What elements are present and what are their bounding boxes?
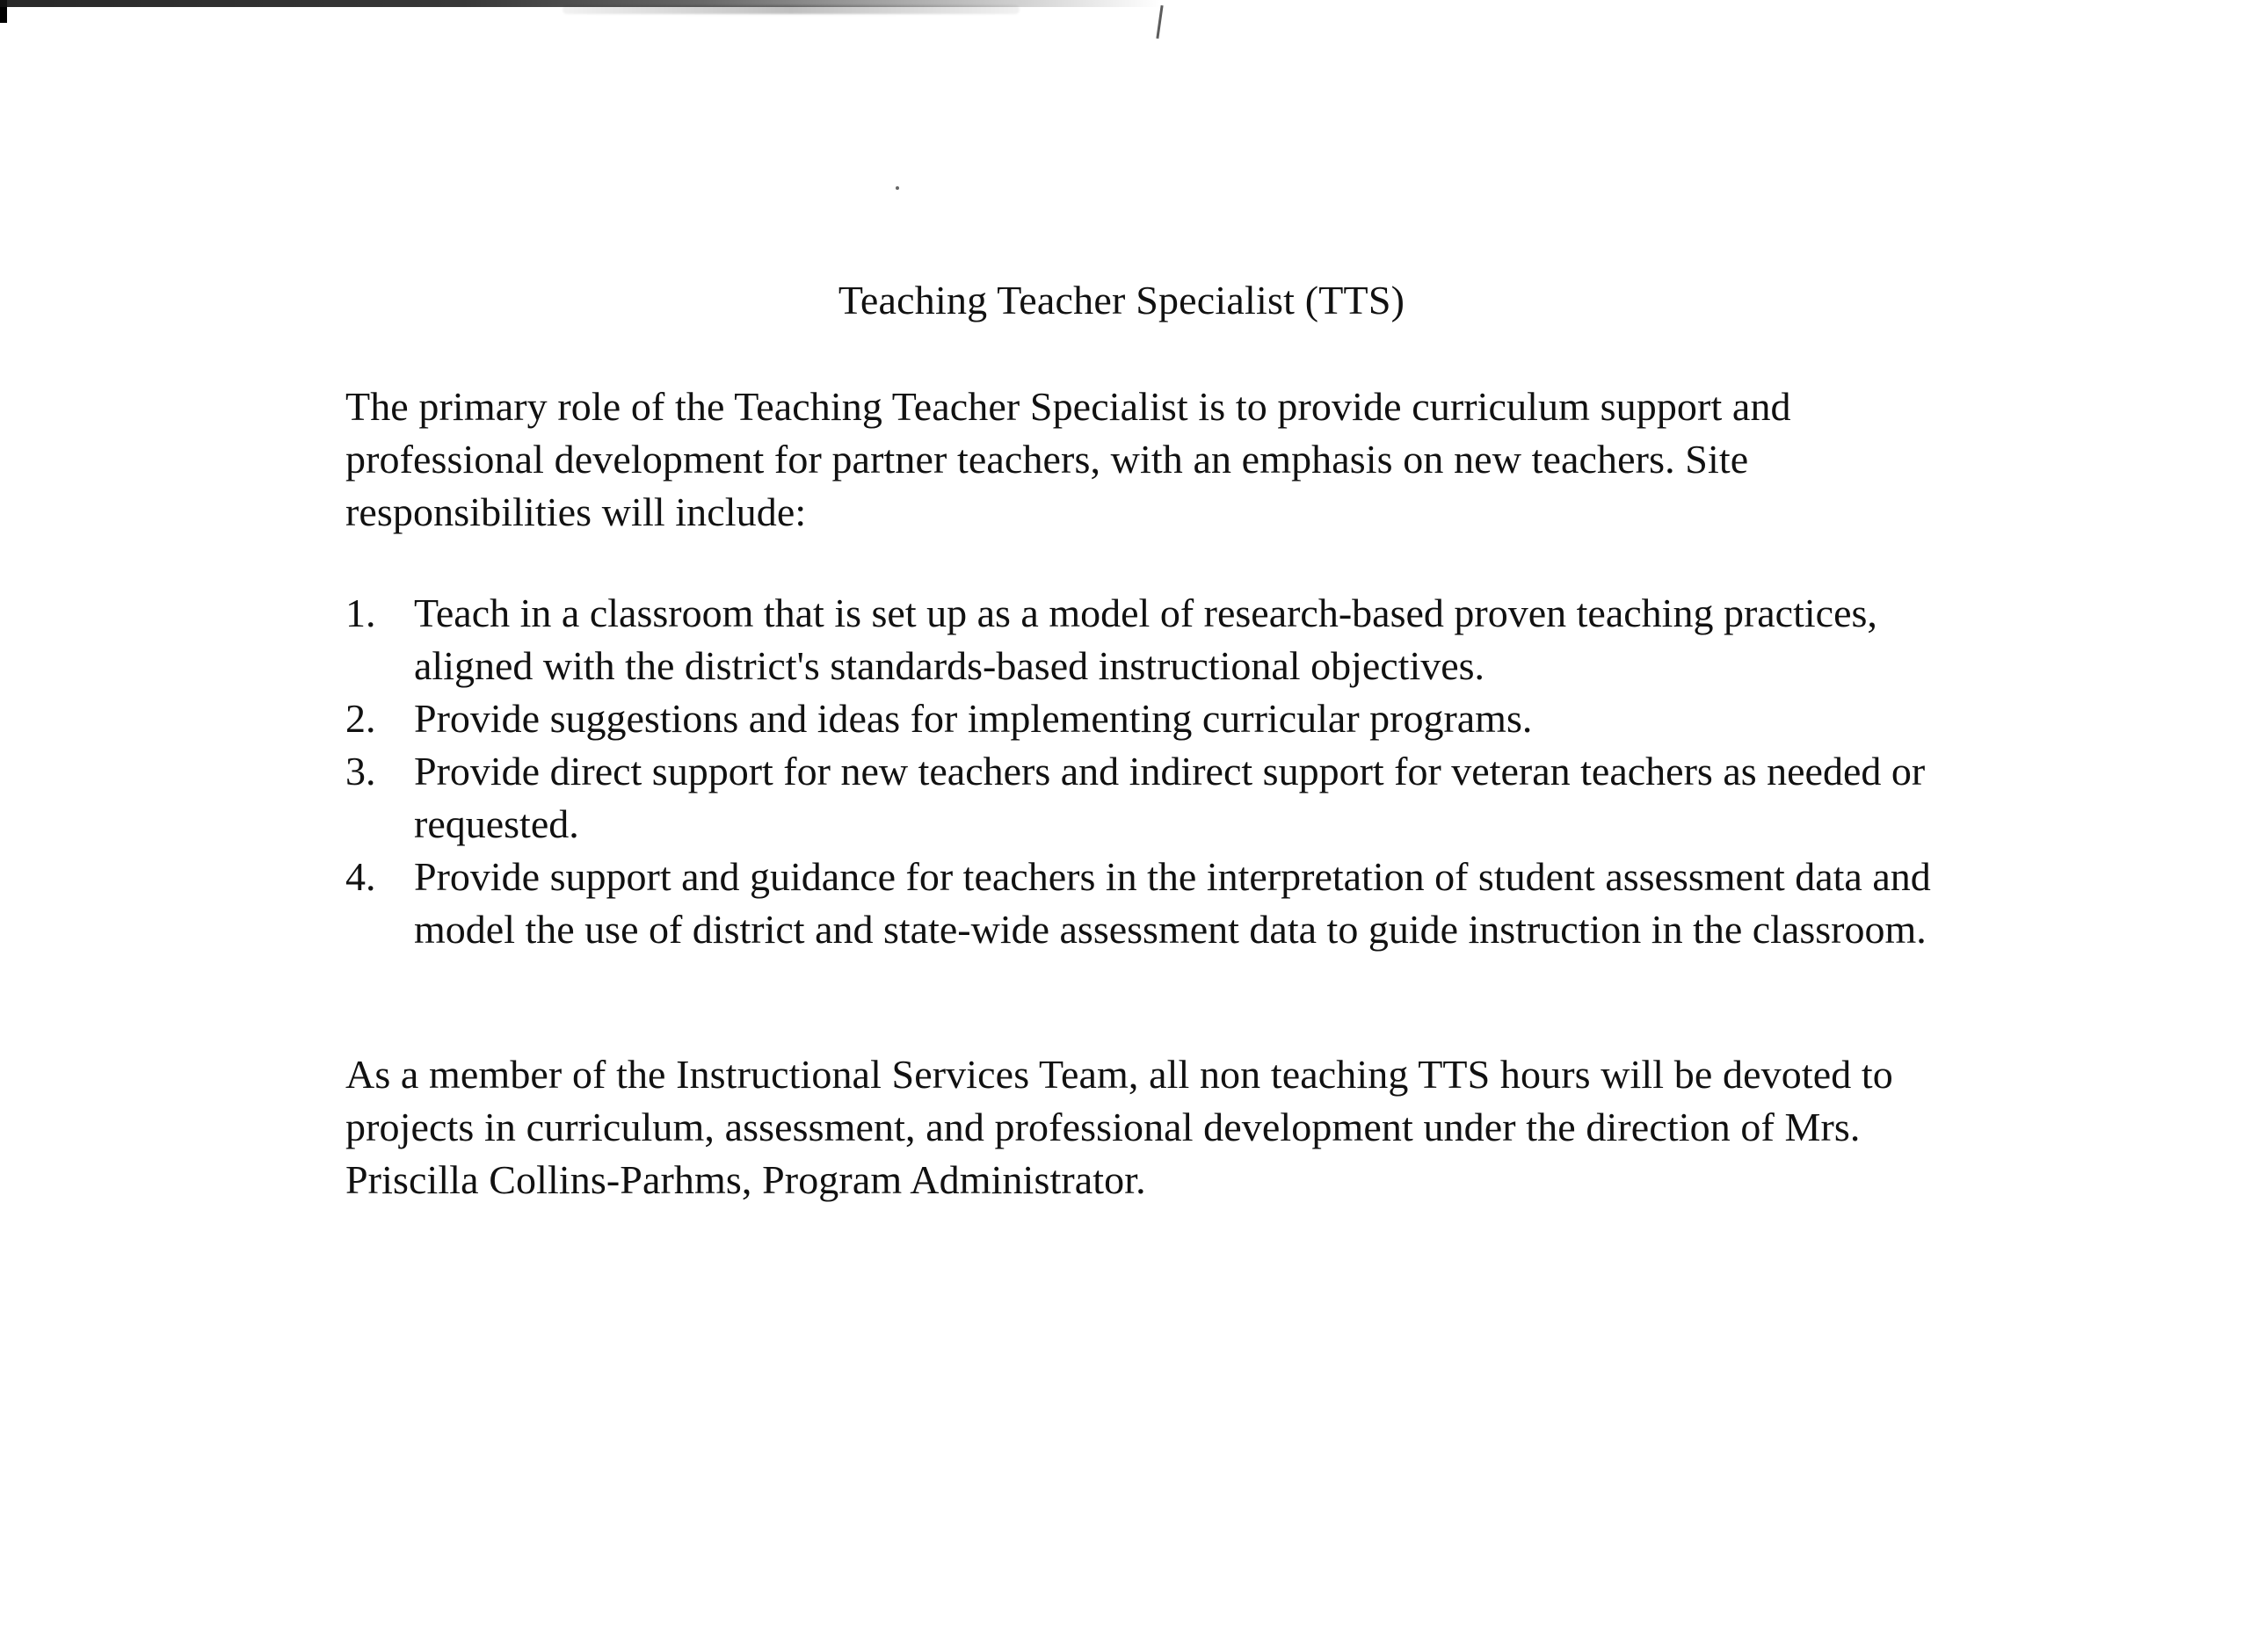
scan-dot-mark [896, 186, 899, 190]
list-item [345, 745, 1963, 851]
list-item-number: 4. [345, 854, 376, 899]
intro-paragraph: The primary role of the Teaching Teacher Specialist is to provide curriculum support and professional development for partner teachers, with an emphasis on new teachers. Site responsibilities will include: [345, 384, 1791, 534]
list-item [345, 587, 1963, 692]
list-item-number: 1. [345, 591, 376, 635]
list-item-text: Provide support and guidance for teachers in the interpretation of student assessment data and model the use of district and state-wide assessment data to guide instruction in the classroom. [414, 854, 1931, 952]
scan-tick-mark [1156, 5, 1163, 39]
list-item-text: Provide direct support for new teachers and indirect support for veteran teachers as needed or requested. [414, 749, 1926, 846]
responsibilities-list [345, 587, 1963, 956]
scan-smudge [563, 5, 1020, 14]
list-item [345, 692, 1963, 745]
list-item-number: 3. [345, 749, 376, 793]
list-item-number: 2. [345, 696, 376, 741]
page-title: Teaching Teacher Specialist (TTS) [838, 278, 1405, 322]
list-item-text: Provide suggestions and ideas for implementing curricular programs. [414, 696, 1533, 741]
list-item-text: Teach in a classroom that is set up as a model of research-based proven teaching practices, aligned with the district's standards-based instructional objectives. [414, 591, 1877, 688]
list-item [345, 851, 1963, 956]
closing-paragraph: As a member of the Instructional Services Team, all non teaching TTS hours will be devoted to projects in curriculum, assessment, and professional development under the direction of Mrs. Priscilla Collins-Parhms, Program Administrator. [345, 1052, 1893, 1202]
